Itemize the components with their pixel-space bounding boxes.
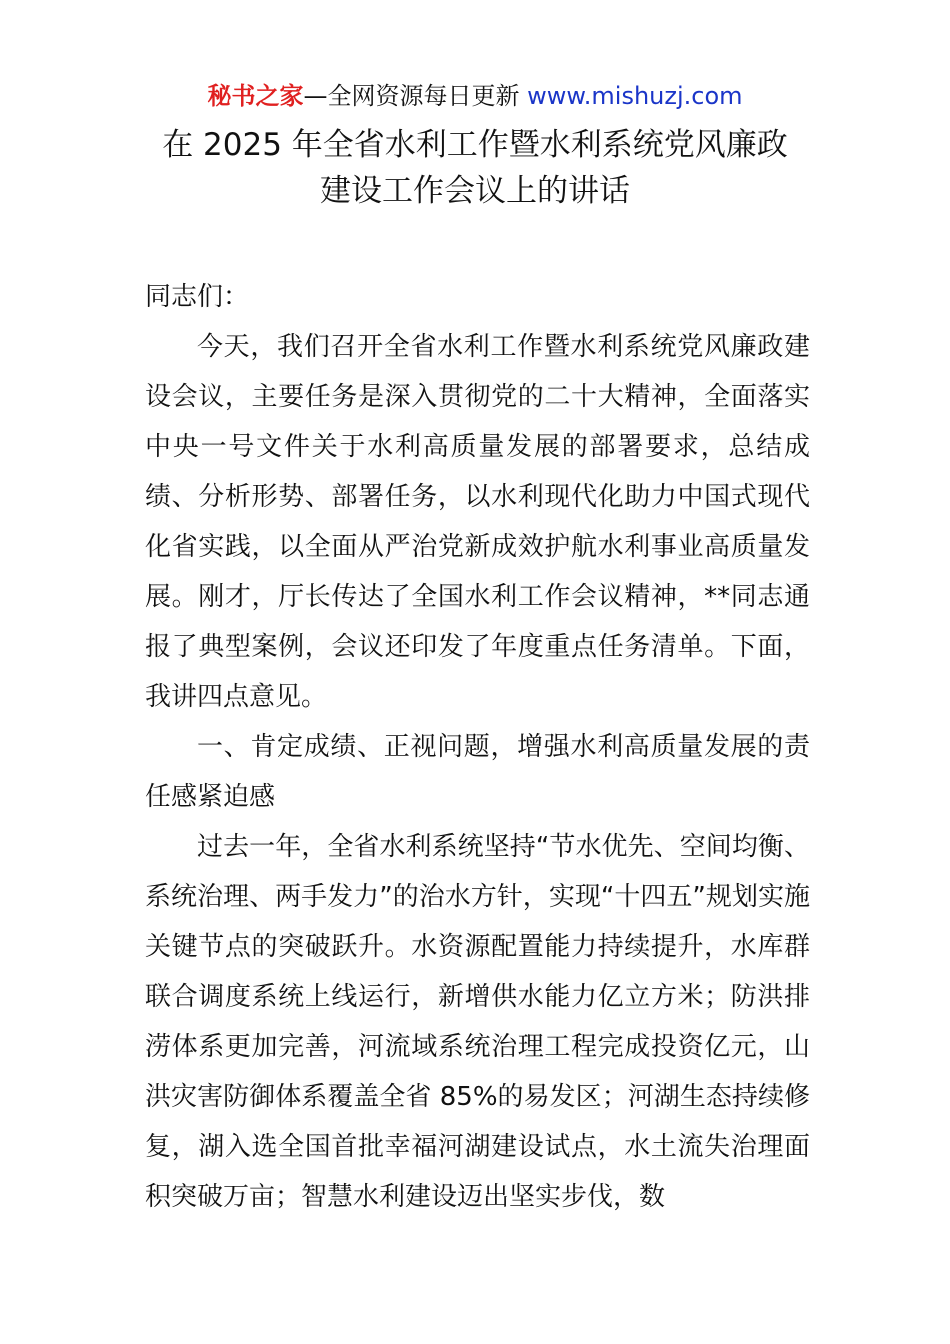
site-header: [0, 78, 950, 114]
document-body: [145, 272, 810, 1222]
site-url-link[interactable]: www.mishuzj.com: [527, 82, 743, 110]
title-line-1: 在 2025 年全省水利工作暨水利系统党风廉政: [162, 127, 788, 163]
salutation: 同志们：: [145, 282, 250, 312]
section-heading-1: 一、肯定成绩、正视问题，增强水利高质量发展的责任感紧迫感: [145, 732, 810, 812]
intro-paragraph: 今天，我们召开全省水利工作暨水利系统党风廉政建设会议，主要任务是深入贯彻党的二十大精神，全面落实中央一号文件关于水利高质量发展的部署要求，总结成绩、分析形势、部署任务，以水利现代化助力中国式现代化省实践，以全面从严治党新成效护航水利事业高质量发展。刚才，厅长传达了全国水利工作会议精神，**同志通报了典型案例，会议还印发了年度重点任务清单。下面，我讲四点意见。: [145, 332, 810, 712]
document-title: [0, 122, 950, 214]
header-tagline: —全网资源每日更新: [303, 82, 528, 110]
title-line-2: 建设工作会议上的讲话: [320, 173, 630, 209]
brand-name: 秘书之家: [207, 82, 304, 110]
section-1-paragraph: 过去一年，全省水利系统坚持“节水优先、空间均衡、系统治理、两手发力”的治水方针，实现“十四五”规划实施关键节点的突破跃升。水资源配置能力持续提升，水库群联合调度系统上线运行，新增供水能力亿立方米；防洪排涝体系更加完善，河流域系统治理工程完成投资亿元，山洪灾害防御体系覆盖全省 85%的易发区；河湖生态持续修复，湖入选全国首批幸福河湖建设试点，水土流失治理面积突破万亩；智慧水利建设迈出坚实步伐，数: [145, 832, 810, 1212]
